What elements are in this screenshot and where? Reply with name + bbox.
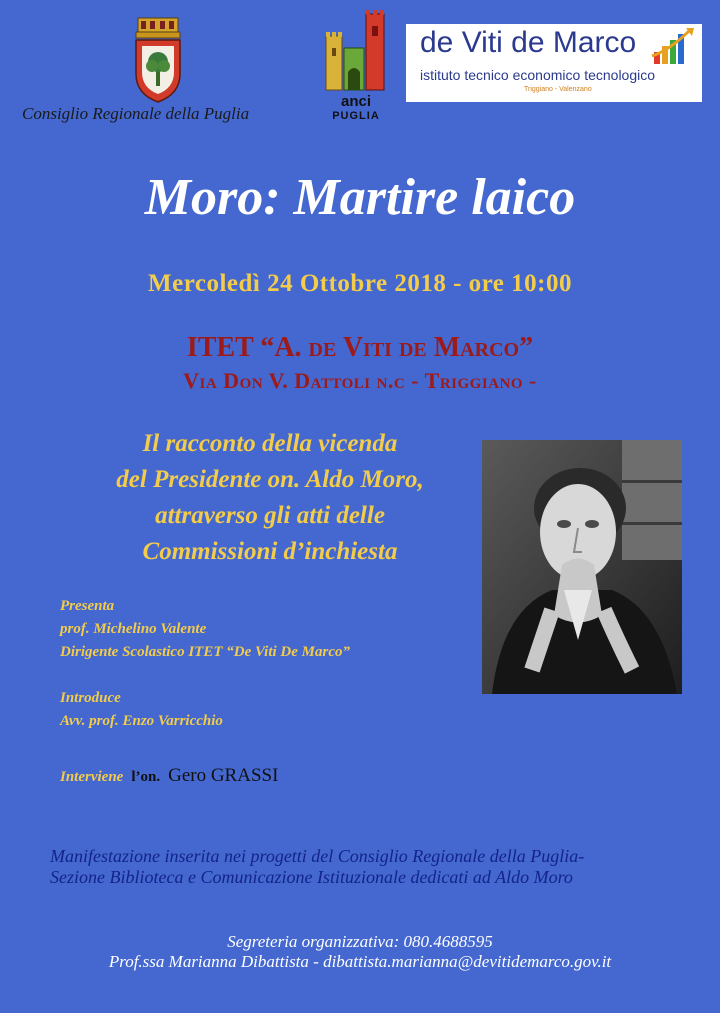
anci-text: anci [340,93,371,110]
presenta-role: Dirigente Scolastico ITET “De Viti De Marco” [60,644,350,660]
consiglio-regionale-logo [18,10,288,130]
interviene-title: l’on. [131,769,161,785]
growth-chart-icon [650,26,696,66]
introduce-label: Introduce [60,690,121,706]
coat-of-arms-icon [130,16,186,104]
school-name: de Viti de Marco [420,26,637,59]
anci-puglia-text: PUGLIA [332,110,380,122]
description-line: attraverso gli atti delle [155,502,385,529]
presenta-name: prof. Michelino Valente [60,621,207,637]
interviene-name: Gero GRASSI [168,765,279,786]
interviene-label: Interviene [60,769,124,785]
consiglio-regionale-text: Consiglio Regionale della Puglia [22,104,250,123]
venue-address: Via Don V. Dattoli n.c - Triggiano - [183,368,537,393]
segreteria-phone: Segreteria organizzativa: 080.4688595 [227,932,493,951]
portrait-photo [482,440,682,694]
castle-icon [318,8,394,94]
description-line: del Presidente on. Aldo Moro, [116,466,424,493]
interviene-line [60,765,278,787]
school-logo [406,24,702,102]
school-subtitle: istituto tecnico economico tecnologico [420,67,656,83]
description-line: Il racconto della vicenda [142,430,398,457]
description-line: Commissioni d’inchiesta [142,538,398,565]
manifestazione-line: Manifestazione inserita nei progetti del Consiglio Regionale della Puglia- [50,846,585,866]
anci-puglia-logo [318,8,394,128]
introduce-name: Avv. prof. Enzo Varricchio [60,713,223,729]
manifestazione-line: Sezione Biblioteca e Comunicazione Istituzionale dedicati ad Aldo Moro [50,867,573,887]
event-date: Mercoledì 24 Ottobre 2018 - ore 10:00 [148,270,572,297]
venue-name: ITET “A. de Viti de Marco” [186,332,534,363]
presenta-label: Presenta [60,598,115,614]
segreteria-contact: Prof.ssa Marianna Dibattista - dibattista.marianna@devitidemarco.gov.it [108,952,612,971]
school-location: Triggiano - Valenzano [524,86,592,93]
event-title: Moro: Martire laico [144,169,576,226]
